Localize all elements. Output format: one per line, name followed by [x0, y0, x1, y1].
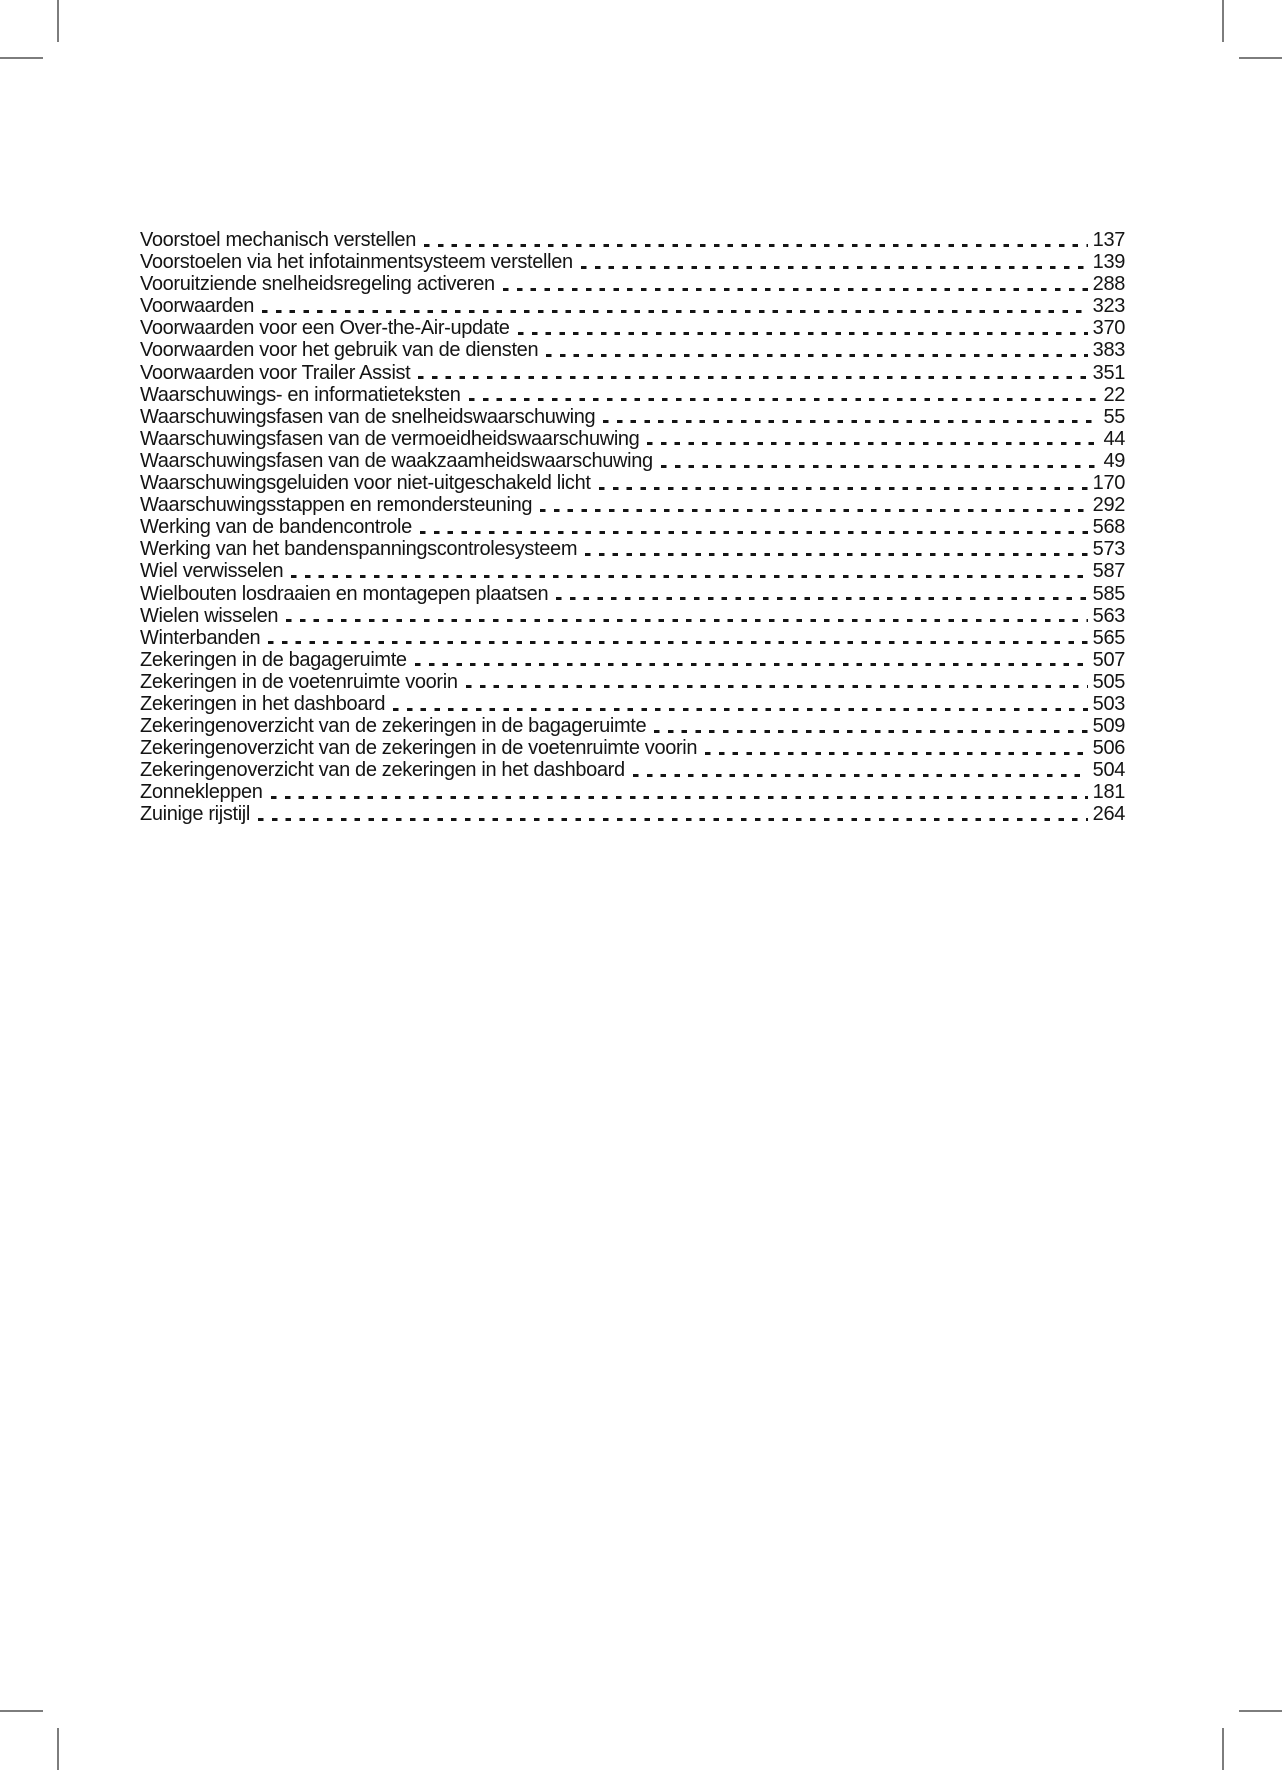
index-entry-page-number: 264: [1092, 803, 1125, 826]
dotted-leader: [633, 774, 1088, 777]
index-entry-label: Zonnekleppen: [140, 781, 263, 804]
index-entry-label: Waarschuwingsfasen van de vermoeidheidswaarschuwing: [140, 427, 640, 450]
index-entry-row: [140, 339, 1125, 361]
dotted-leader: [581, 266, 1088, 269]
crop-mark-top-left-horizontal: [0, 57, 43, 59]
index-entry-page-number: 181: [1092, 781, 1125, 804]
crop-mark-bottom-left-horizontal: [0, 1710, 43, 1712]
index-entry-page-number: 505: [1092, 670, 1125, 693]
dotted-leader: [466, 685, 1088, 688]
dotted-leader: [503, 288, 1088, 291]
dotted-leader: [291, 575, 1087, 578]
index-entry-row: [140, 538, 1125, 560]
index-entry-label: Werking van de bandencontrole: [140, 516, 412, 539]
index-entry-row: [140, 494, 1125, 516]
index-entry-label: Waarschuwingsfasen van de waakzaamheidswaarschuwing: [140, 449, 653, 472]
index-entry-label: Werking van het bandenspanningscontrolesysteem: [140, 538, 578, 561]
dotted-leader: [286, 619, 1088, 622]
index-entry-page-number: 585: [1092, 582, 1125, 605]
index-entry-label: Winterbanden: [140, 626, 261, 649]
index-entry-row: [140, 295, 1125, 317]
index-entry-row: [140, 803, 1125, 825]
index-entry-page-number: 137: [1092, 229, 1125, 251]
index-entry-label: Voorwaarden voor het gebruik van de diensten: [140, 339, 539, 362]
index-entry-row: [140, 317, 1125, 339]
crop-mark-top-left-vertical: [57, 0, 59, 42]
dotted-leader: [654, 730, 1087, 733]
index-entry-row: [140, 693, 1125, 715]
dotted-leader: [546, 354, 1087, 357]
index-entry-row: [140, 273, 1125, 295]
index-entry-row: [140, 605, 1125, 627]
index-entry-page-number: 563: [1092, 604, 1125, 627]
index-entry-label: Zekeringenoverzicht van de zekeringen in de bagageruimte: [140, 715, 647, 738]
dotted-leader: [469, 398, 1099, 401]
index-entry-label: Waarschuwingsfasen van de snelheidswaarschuwing: [140, 405, 596, 428]
index-entry-page-number: 568: [1092, 516, 1125, 539]
index-entry-label: Vooruitziende snelheidsregeling activeren: [140, 273, 495, 296]
index-entry-label: Waarschuwingsstappen en remondersteuning: [140, 494, 533, 517]
index-entry-row: [140, 516, 1125, 538]
index-entry-row: [140, 649, 1125, 671]
index-entry-row: [140, 472, 1125, 494]
index-entry-page-number: 573: [1092, 538, 1125, 561]
index-entry-label: Voorstoelen via het infotainmentsysteem verstellen: [140, 251, 573, 274]
index-entry-page-number: 55: [1103, 405, 1125, 428]
index-entry-label: Voorwaarden: [140, 295, 255, 318]
index-entry-page-number: 506: [1092, 737, 1125, 760]
crop-mark-top-right-horizontal: [1239, 57, 1282, 59]
index-entry-label: Zuinige rijstijl: [140, 803, 250, 826]
index-entry-label: Voorwaarden voor een Over-the-Air-update: [140, 317, 510, 340]
index-entry-label: Voorstoel mechanisch verstellen: [140, 229, 416, 251]
index-entry-row: [140, 781, 1125, 803]
dotted-leader: [393, 708, 1088, 711]
index-entry-page-number: 323: [1092, 295, 1125, 318]
index-entry-row: [140, 627, 1125, 649]
index-entry-page-number: 587: [1092, 560, 1125, 583]
crop-mark-bottom-right-vertical: [1222, 1728, 1224, 1770]
dotted-leader: [271, 796, 1088, 799]
index-entry-row: [140, 715, 1125, 737]
index-entry-row: [140, 583, 1125, 605]
index-entry-row: [140, 251, 1125, 273]
index-entry-page-number: 507: [1092, 648, 1125, 671]
dotted-leader: [603, 420, 1098, 423]
index-entry-page-number: 44: [1103, 427, 1125, 450]
index-entry-page-number: 383: [1092, 339, 1125, 362]
index-entry-label: Zekeringen in de voetenruimte voorin: [140, 670, 458, 693]
crop-mark-bottom-left-vertical: [57, 1728, 59, 1770]
dotted-leader: [268, 641, 1087, 644]
index-entry-row: [140, 671, 1125, 693]
index-entry-label: Zekeringen in de bagageruimte: [140, 648, 407, 671]
index-entry-label: Waarschuwings- en informatieteksten: [140, 383, 461, 406]
dotted-leader: [647, 442, 1098, 445]
dotted-leader: [599, 487, 1088, 490]
index-entry-page-number: 370: [1092, 317, 1125, 340]
dotted-leader: [262, 310, 1088, 313]
index-entry-page-number: 49: [1103, 449, 1125, 472]
index-entry-page-number: 139: [1092, 251, 1125, 274]
index-entry-page-number: 503: [1092, 692, 1125, 715]
dotted-leader: [556, 597, 1087, 600]
index-entry-label: Wielbouten losdraaien en montagepen plaatsen: [140, 582, 549, 605]
index-entry-row: [140, 737, 1125, 759]
dotted-leader: [705, 752, 1088, 755]
dotted-leader: [585, 553, 1088, 556]
dotted-leader: [418, 376, 1087, 379]
index-entry-page-number: 504: [1092, 759, 1125, 782]
index-entry-label: Wiel verwisselen: [140, 560, 284, 583]
index-entry-row: [140, 450, 1125, 472]
index-entry-label: Zekeringen in het dashboard: [140, 692, 386, 715]
index-entry-label: Wielen wisselen: [140, 604, 279, 627]
index-entry-label: Waarschuwingsgeluiden voor niet-uitgeschakeld licht: [140, 472, 591, 495]
crop-mark-top-right-vertical: [1222, 0, 1224, 42]
dotted-leader: [540, 509, 1088, 512]
index-entry-page-number: 565: [1092, 626, 1125, 649]
index-entry-label: Voorwaarden voor Trailer Assist: [140, 361, 411, 384]
index-entry-page-number: 22: [1103, 383, 1125, 406]
index-entry-page-number: 170: [1092, 472, 1125, 495]
dotted-leader: [420, 531, 1088, 534]
index-entry-row: [140, 384, 1125, 406]
index-entry-row: [140, 428, 1125, 450]
index-entry-page-number: 351: [1092, 361, 1125, 384]
crop-mark-bottom-right-horizontal: [1239, 1710, 1282, 1712]
index-entry-row: [140, 229, 1125, 251]
index-entry-row: [140, 560, 1125, 582]
index-entry-page-number: 288: [1092, 273, 1125, 296]
dotted-leader: [258, 818, 1088, 821]
dotted-leader: [415, 663, 1088, 666]
dotted-leader: [424, 244, 1088, 247]
index-list: [140, 229, 1125, 826]
dotted-leader: [661, 465, 1099, 468]
dotted-leader: [518, 332, 1088, 335]
index-entry-row: [140, 362, 1125, 384]
index-entry-row: [140, 406, 1125, 428]
index-entry-label: Zekeringenoverzicht van de zekeringen in het dashboard: [140, 759, 625, 782]
index-entry-page-number: 509: [1092, 715, 1125, 738]
index-entry-row: [140, 759, 1125, 781]
index-entry-label: Zekeringenoverzicht van de zekeringen in de voetenruimte voorin: [140, 737, 698, 760]
index-entry-page-number: 292: [1092, 494, 1125, 517]
